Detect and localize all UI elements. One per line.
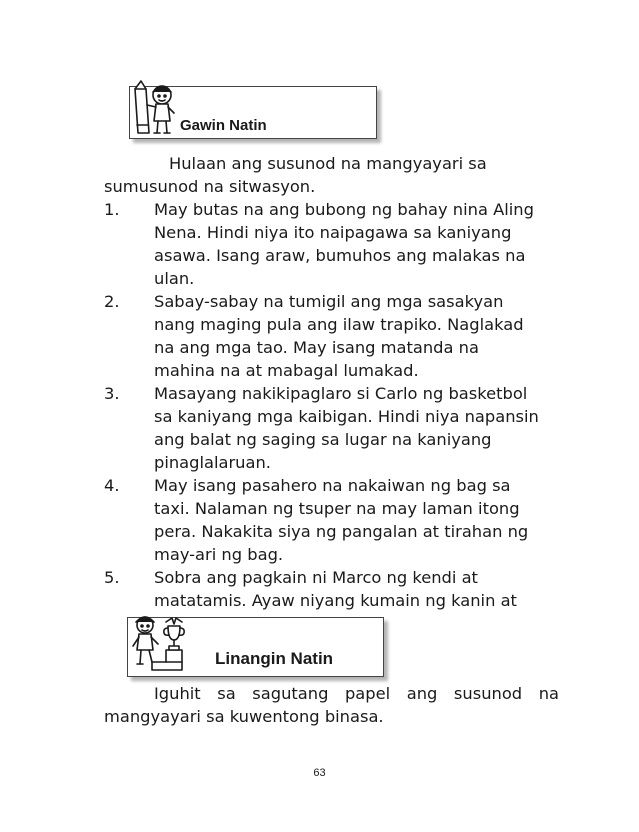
page-number: 63 [313,767,326,779]
item-text-line: May isang pasahero na nakaiwan ng bag sa [154,476,511,495]
item-text-line: nang maging pula ang ilaw trapiko. Naglakad [154,315,524,334]
item-text-line: may-ari ng bag. [154,545,284,564]
item-text-line: ang balat ng saging sa lugar na kaniyang [154,430,492,449]
item-text-line: mahina na at mabagal lumakad. [154,361,419,380]
linangin-natin-banner [127,617,384,677]
item-text-line: taxi. Nalaman ng tsuper na may laman itong [154,499,520,518]
item-text-line: Sabay-sabay na tumigil ang mga sasakyan [154,292,504,311]
item-text-line: Sobra ang pagkain ni Marco ng kendi at [154,568,478,587]
item-text-line: sa kaniyang mga kaibigan. Hindi niya napansin [154,407,539,426]
instruction-line: sumusunod na sitwasyon. [104,177,316,196]
section-title: Gawin Natin [180,117,267,134]
closing-line: mangyayari sa kuwentong binasa. [104,707,384,726]
item-text-line: ulan. [154,269,195,288]
item-text-line: Nena. Hindi niya ito naipagawa sa kaniyang [154,223,512,242]
child-with-pencil-icon [132,75,180,137]
item-text-line: pera. Nakakita siya ng pangalan at tirahan ng [154,522,529,541]
item-number: 1. [104,200,120,219]
item-text-line: na ang mga tao. May isang matanda na [154,338,479,357]
item-text-line: matatamis. Ayaw niyang kumain ng kanin at [154,591,517,610]
item-text-line: pinaglalaruan. [154,453,271,472]
item-text-line: asawa. Isang araw, bumuhos ang malakas na [154,246,526,265]
closing-line: Iguhit sa sagutang papel ang susunod na [154,684,559,703]
section-title: Linangin Natin [215,649,334,668]
item-text-line: Masayang nakikipaglaro si Carlo ng basketbol [154,384,528,403]
instruction-line: Hulaan ang susunod na mangyayari sa [169,154,487,173]
item-text-line: May butas na ang bubong ng bahay nina Aling [154,200,534,219]
item-number: 3. [104,384,120,403]
item-number: 5. [104,568,120,587]
item-number: 2. [104,292,120,311]
item-number: 4. [104,476,120,495]
child-on-podium-with-trophy-icon [130,604,210,674]
gawin-natin-banner [129,86,377,139]
